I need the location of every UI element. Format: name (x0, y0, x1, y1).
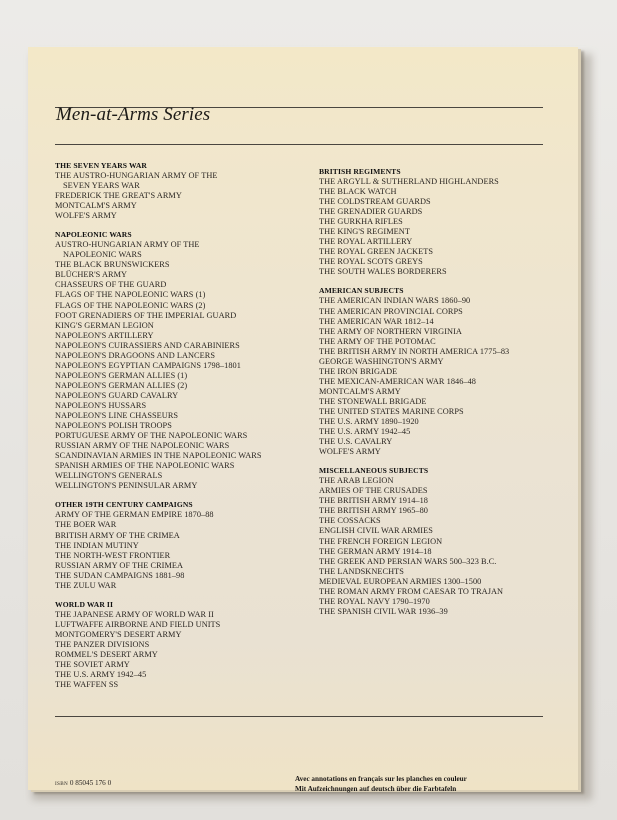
list-item: NAPOLEON'S EGYPTIAN CAMPAIGNS 1798–1801 (55, 360, 241, 370)
list-item: ARMIES OF THE CRUSADES (319, 486, 428, 496)
list-item: NAPOLEON'S DRAGOONS AND LANCERS (55, 350, 216, 360)
list-item: THE ROYAL SCOTS GREYS (319, 257, 423, 267)
list-item: WOLFE'S ARMY (55, 211, 117, 221)
section-world-war-ii (55, 600, 325, 690)
list-item: THE ARMY OF NORTHERN VIRGINIA (319, 326, 462, 336)
list-item: THE BRITISH ARMY IN NORTH AMERICA 1775–83 (319, 346, 510, 356)
list-item (55, 250, 325, 260)
list-item: THE U.S. ARMY 1942–45 (319, 427, 411, 437)
list-item: THE JAPANESE ARMY OF WORLD WAR II (55, 609, 214, 619)
list-item: NAPOLEON'S ARTILLERY (55, 330, 154, 340)
list-item: THE GREEK AND PERSIAN WARS 500–323 B.C. (319, 556, 497, 566)
list-item: THE BOER WAR (55, 520, 117, 530)
list-item: KING'S GERMAN LEGION (55, 320, 154, 330)
list-item: GEORGE WASHINGTON'S ARMY (319, 356, 444, 366)
list-item: MEDIEVAL EUROPEAN ARMIES 1300–1500 (319, 576, 482, 586)
list-item: THE U.S. ARMY 1942–45 (55, 670, 147, 680)
list-item: THE GRENADIER GUARDS (319, 207, 423, 217)
section-napoleonic-wars (55, 230, 325, 491)
isbn (55, 779, 111, 787)
list-item: BRITISH ARMY OF THE CRIMEA (55, 530, 180, 540)
list-item: THE COSSACKS (319, 516, 381, 526)
bottom-rule (55, 716, 543, 717)
list-item: ENGLISH CIVIL WAR ARMIES (319, 526, 433, 536)
list-item: ROMMEL'S DESERT ARMY (55, 649, 158, 659)
list-item: PORTUGUESE ARMY OF THE NAPOLEONIC WARS (55, 431, 248, 441)
list-item: THE BRITISH ARMY 1965–80 (319, 506, 428, 516)
list-item: THE PANZER DIVISIONS (55, 639, 150, 649)
foreign-note-german: Mit Aufzeichnungen auf deutsch über die Farbtafeln (295, 785, 457, 793)
list-item: THE ARGYLL & SUTHERLAND HIGHLANDERS (319, 177, 499, 186)
list-item: THE ROYAL ARTILLERY (319, 237, 413, 247)
list-item: THE SOUTH WALES BORDERERS (319, 267, 447, 277)
list-item: THE INDIAN MUTINY (55, 540, 139, 550)
list-item: FLAGS OF THE NAPOLEONIC WARS (1) (55, 290, 206, 300)
list-item: THE GERMAN ARMY 1914–18 (319, 546, 432, 556)
list-item: THE FRENCH FOREIGN LEGION (319, 536, 443, 546)
list-item: THE SUDAN CAMPAIGNS 1881–98 (55, 570, 185, 580)
list-item: THE MEXICAN-AMERICAN WAR 1846–48 (319, 376, 477, 386)
list-item: RUSSIAN ARMY OF THE CRIMEA (55, 560, 184, 570)
list-item: THE GURKHA RIFLES (319, 217, 403, 227)
list-item: THE STONEWALL BRIGADE (319, 396, 427, 406)
list-item: THE ZULU WAR (55, 580, 117, 590)
isbn-label: ISBN (55, 781, 69, 787)
list-item: NAPOLEON'S POLISH TROOPS (55, 421, 172, 431)
list-item: THE AMERICAN INDIAN WARS 1860–90 (319, 296, 471, 306)
list-item: SPANISH ARMIES OF THE NAPOLEONIC WARS (55, 461, 235, 471)
list-item: NAPOLEON'S CUIRASSIERS AND CARABINIERS (55, 340, 240, 350)
list-item: BLÜCHER'S ARMY (55, 270, 128, 280)
list-item: WOLFE'S ARMY (319, 447, 381, 457)
list-item: THE ARMY OF THE POTOMAC (319, 336, 436, 346)
right-column (319, 167, 589, 626)
section-heading: BRITISH REGIMENTS (319, 167, 401, 176)
section-other-19th-century (55, 500, 325, 590)
list-item: THE IRON BRIGADE (319, 366, 398, 376)
list-item: SCANDINAVIAN ARMIES IN THE NAPOLEONIC WARS (55, 451, 262, 461)
list-item: NAPOLEON'S LINE CHASSEURS (55, 411, 179, 421)
list-item: THE BRITISH ARMY 1914–18 (319, 496, 428, 506)
book-back-cover (28, 47, 578, 793)
title-rule (55, 144, 543, 145)
section-heading: AMERICAN SUBJECTS (319, 286, 404, 296)
list-item: CHASSEURS OF THE GUARD (55, 280, 167, 290)
section-seven-years-war (55, 161, 325, 221)
left-column (55, 161, 325, 699)
list-item: NAPOLEON'S HUSSARS (55, 400, 147, 410)
list-item: THE AMERICAN PROVINCIAL CORPS (319, 306, 463, 316)
list-item: THE SPANISH CIVIL WAR 1936–39 (319, 606, 448, 616)
list-item: THE BLACK WATCH (319, 187, 397, 197)
isbn-number: 0 85045 176 0 (69, 779, 112, 787)
section-heading: MISCELLANEOUS SUBJECTS (319, 466, 429, 476)
list-item: NAPOLEON'S GERMAN ALLIES (1) (55, 370, 188, 380)
section-heading: NAPOLEONIC WARS (55, 230, 132, 240)
list-item: LUFTWAFFE AIRBORNE AND FIELD UNITS (55, 619, 221, 629)
section-heading: OTHER 19TH CENTURY CAMPAIGNS (55, 500, 193, 510)
list-item: AUSTRO-HUNGARIAN ARMY OF THE (55, 240, 200, 250)
list-item: THE ROYAL GREEN JACKETS (319, 247, 433, 257)
list-item: THE U.S. CAVALRY (319, 437, 393, 447)
list-item: WELLINGTON'S GENERALS (55, 471, 163, 481)
section-heading: WORLD WAR II (55, 599, 114, 609)
list-item: THE BLACK BRUNSWICKERS (55, 260, 170, 270)
list-item: NAPOLEON'S GUARD CAVALRY (55, 390, 179, 400)
list-item: FLAGS OF THE NAPOLEONIC WARS (2) (55, 300, 206, 310)
list-item: RUSSIAN ARMY OF THE NAPOLEONIC WARS (55, 441, 230, 451)
list-item: ARMY OF THE GERMAN EMPIRE 1870–88 (55, 510, 214, 520)
foreign-note-french: Avec annotations en français sur les planches en couleur (295, 775, 467, 783)
list-item: MONTGOMERY'S DESERT ARMY (55, 629, 182, 639)
list-item-continuation: NAPOLEONIC WARS (63, 250, 142, 260)
list-item: THE LANDSKNECHTS (319, 566, 404, 576)
list-item: THE WAFFEN SS (55, 680, 119, 690)
list-item: THE ROYAL NAVY 1790–1970 (319, 596, 430, 606)
section-british-regiments (319, 167, 589, 277)
list-item: FREDERICK THE GREAT'S ARMY (55, 191, 182, 201)
list-item: THE KING'S REGIMENT (319, 227, 410, 237)
list-item-continuation: SEVEN YEARS WAR (63, 181, 140, 191)
list-item: THE U.S. ARMY 1890–1920 (319, 417, 419, 427)
list-item (55, 181, 325, 191)
list-item: THE UNITED STATES MARINE CORPS (319, 406, 464, 416)
section-heading: THE SEVEN YEARS WAR (55, 161, 147, 170)
list-item: THE ROMAN ARMY FROM CAESAR TO TRAJAN (319, 586, 504, 596)
list-item: THE COLDSTREAM GUARDS (319, 197, 431, 207)
list-item: NAPOLEON'S GERMAN ALLIES (2) (55, 380, 188, 390)
list-item: THE AMERICAN WAR 1812–14 (319, 316, 434, 326)
list-item: MONTCALM'S ARMY (55, 201, 137, 211)
section-american-subjects (319, 286, 589, 457)
foreign-language-note (295, 774, 467, 794)
list-item: THE NORTH-WEST FRONTIER (55, 550, 171, 560)
series-title: Men-at-Arms Series (56, 104, 211, 125)
list-item: THE SOVIET ARMY (55, 660, 130, 670)
list-item: THE AUSTRO-HUNGARIAN ARMY OF THE (55, 171, 218, 180)
list-item: MONTCALM'S ARMY (319, 386, 401, 396)
section-miscellaneous-subjects (319, 466, 589, 617)
list-item: THE ARAB LEGION (319, 476, 394, 486)
list-item: WELLINGTON'S PENINSULAR ARMY (55, 481, 198, 491)
list-item: FOOT GRENADIERS OF THE IMPERIAL GUARD (55, 310, 237, 320)
